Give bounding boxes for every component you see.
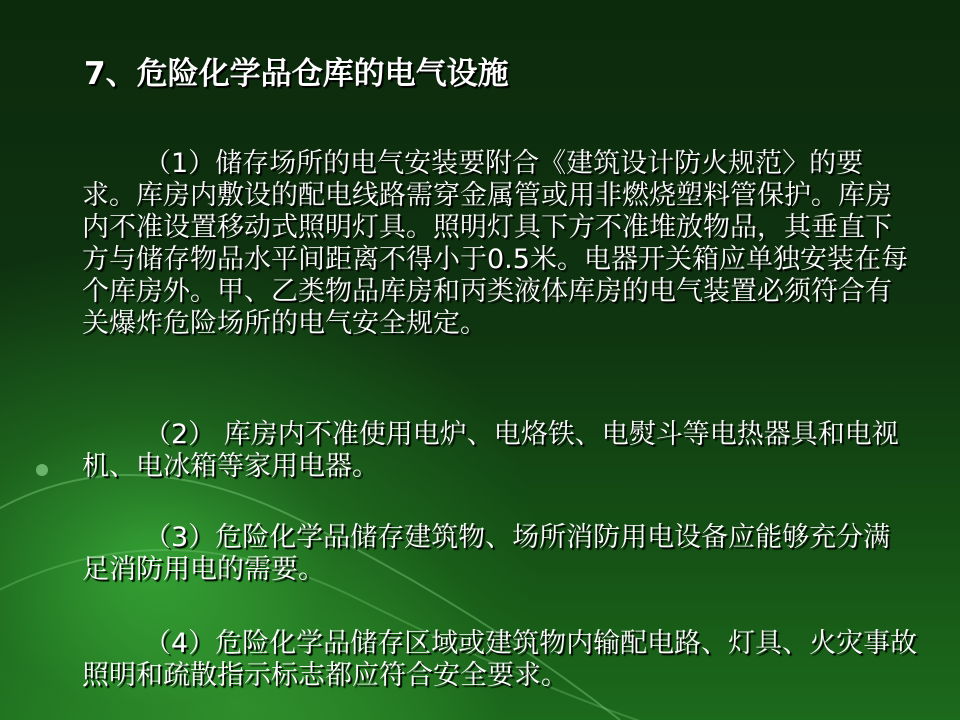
decorative-dot	[36, 464, 48, 476]
paragraph-4	[82, 628, 932, 692]
paragraph-3	[82, 522, 914, 586]
paragraph-1-text: （1）储存场所的电气安装要附合《建筑设计防火规范〉的要求。库房内敷设的配电线路需穿金属管或用非燃烧塑料管保护。库房内不准设置移动式照明灯具。照明灯具下方不准堆放物品，其垂直下方与储存物品水平间距离不得小于0.5米。电器开关箱应单独安装在每个库房外。甲、乙类物品库房和丙类液体库房的电气装置必须符合有关爆炸危险场所的电气安全规定。	[82, 148, 908, 339]
slide-title: 7、危险化学品仓库的电气设施	[84, 56, 509, 92]
paragraph-2	[82, 419, 914, 483]
paragraph-1	[82, 148, 914, 340]
paragraph-4-text: （4）危险化学品储存区域或建筑物内输配电路、灯具、火灾事故照明和疏散指示标志都应符合安全要求。	[82, 628, 918, 691]
paragraph-3-text: （3）危险化学品储存建筑物、场所消防用电设备应能够充分满足消防用电的需要。	[82, 522, 891, 585]
paragraph-2-text: （2） 库房内不准使用电炉、电烙铁、电熨斗等电热器具和电视机、电冰箱等家用电器。	[82, 419, 899, 482]
